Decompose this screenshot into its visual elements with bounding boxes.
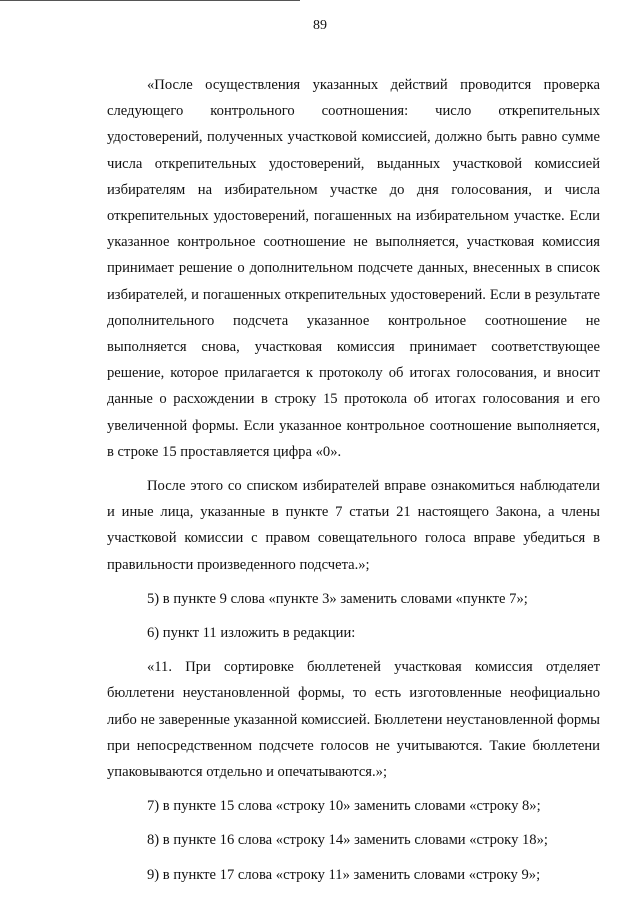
paragraph-observers: После этого со списком избирателей вправе ознакомиться наблюдатели и иные лица, указанные в пункте 7 статьи 21 настоящего Закона, а члены участковой комиссии с правом совещательного голоса вправе убедиться в правильности произведенного подсчета.»; bbox=[107, 478, 600, 573]
top-edge-line bbox=[0, 0, 300, 1]
amendment-item-9: 9) в пункте 17 слова «строку 11» заменить словами «строку 9»; bbox=[147, 866, 541, 883]
paragraph-control-check: «После осуществления указанных действий проводится проверка следующего контрольного соотношения: число открепительных удостоверений, полученных участковой комиссией, должно быть равно сумме числа открепительных удостоверений, выданных участковой комиссией избирателям на избирательном участке до дня голосования, и числа открепительных удостоверений, погашенных на избирательном участке. Если указанное контрольное соотношение не выполняется, участковая комиссия принимает решение о дополнительном подсчете данных, внесенных в список избирателей, и погашенных открепительных удостоверений. Если в результате дополнительного подсчета указанное контрольное соотношение не выполняется снова, участковая комиссия принимает соответствующее решение, которое прилагается к протоколу об итогах голосования, и вносит данные о расхождении в строку 15 протокола об итогах голосования и его увеличенной формы. Если указанное контрольное соотношение выполняется, в строке 15 проставляется цифра «0». bbox=[107, 77, 600, 460]
paragraph-ballot-sorting: «11. При сортировке бюллетеней участковая комиссия отделяет бюллетени неустановленной формы, то есть изготовленные неофициально либо не заверенные указанной комиссией. Бюллетени неустановленной формы при непосредственном подсчете голосов не учитываются. Такие бюллетени упаковываются отдельно и опечатываются.»; bbox=[107, 659, 600, 781]
page-number: 89 bbox=[313, 18, 327, 33]
document-body bbox=[107, 72, 600, 888]
amendment-item-6: 6) пункт 11 изложить в редакции: bbox=[147, 625, 356, 642]
amendment-item-5: 5) в пункте 9 слова «пункте 3» заменить словами «пункте 7»; bbox=[147, 590, 528, 607]
amendment-item-7: 7) в пункте 15 слова «строку 10» заменить словами «строку 8»; bbox=[147, 798, 541, 815]
amendment-item-8: 8) в пункте 16 слова «строку 14» заменить словами «строку 18»; bbox=[147, 832, 548, 849]
